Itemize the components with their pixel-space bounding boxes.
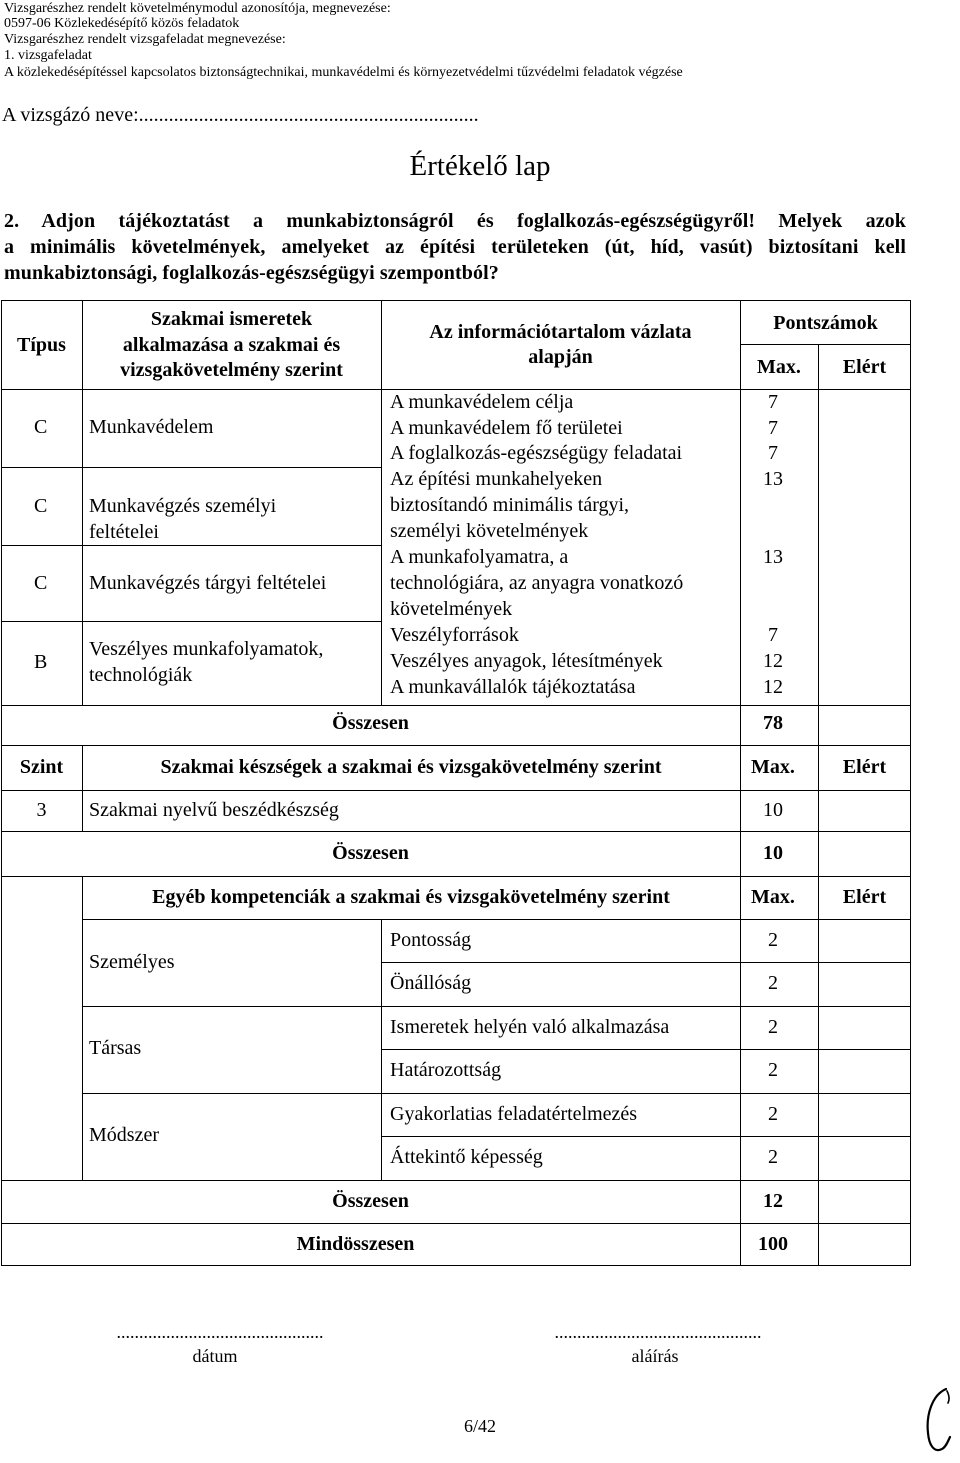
topic-cell: technológiák [89, 664, 193, 686]
divider [381, 1049, 911, 1050]
divider [740, 344, 911, 345]
info-line: A munkavédelem fő területei [390, 417, 623, 439]
divider [818, 876, 819, 1266]
header-task-name: A közlekedésépítéssel kapcsolatos biztonságtechnikai, munkavédelmi és környezetvédelmi tűzvédelmi feladatok végzése [4, 65, 683, 80]
max-points: 2 [768, 1016, 778, 1038]
divider [1, 1223, 911, 1224]
total-max: 10 [763, 842, 783, 864]
col-header-level: Szint [19, 756, 64, 778]
divider [1, 790, 911, 791]
page-title: Értékelő lap [409, 150, 551, 182]
page-number: 6/42 [463, 1416, 496, 1436]
max-points: 2 [768, 1103, 778, 1125]
divider [1, 621, 381, 622]
question-line: a minimális követelmények, amelyeket az építési területeken (út, híd, vasút) biztosítani kell [4, 236, 906, 258]
col-header-other: Egyéb kompetenciák a szakmai és vizsgakövetelmény szerint [152, 886, 670, 908]
divider [82, 1006, 911, 1007]
question-line: munkabiztonsági, foglalkozás-egészségügyi szempontból? [4, 262, 499, 284]
col-header-knowledge: vizsgakövetelmény szerint [120, 359, 343, 381]
col-header-points: Pontszámok [773, 312, 878, 334]
divider [381, 962, 911, 963]
total-label: Összesen [332, 712, 409, 734]
total-max: 78 [763, 712, 783, 734]
divider [1, 705, 911, 706]
topic-cell: Munkavégzés személyi [89, 495, 277, 517]
info-line: A munkavédelem célja [390, 391, 574, 413]
divider [381, 1136, 911, 1137]
topic-cell: feltételei [89, 521, 159, 543]
competence-item: Pontosság [390, 929, 472, 951]
info-line: személyi követelmények [390, 520, 589, 542]
divider [82, 919, 911, 920]
col-header-max: Max. [751, 886, 795, 908]
col-header-knowledge: alkalmazása a szakmai és [122, 334, 341, 356]
max-points: 7 [768, 624, 778, 646]
header-task-label: Vizsgarészhez rendelt vizsgafeladat megnevezése: [4, 32, 286, 47]
col-header-achieved: Elért [842, 756, 887, 778]
type-cell: B [34, 651, 48, 673]
task-question [4, 208, 906, 286]
header-module-name: 0597-06 Közlekedésépítő közös feladatok [4, 16, 240, 31]
divider [1, 467, 381, 468]
divider [82, 1093, 911, 1094]
header-module-label: Vizsgarészhez rendelt követelménymodul azonosítója, megnevezése: [4, 1, 391, 16]
skill-cell: Szakmai nyelvű beszédkészség [89, 799, 339, 821]
info-line: A foglalkozás-egészségügy feladatai [390, 442, 683, 464]
col-header-max: Max. [751, 756, 795, 778]
type-cell: C [34, 572, 48, 594]
date-label: dátum [192, 1346, 238, 1366]
signature-dots: .............................................. [554, 1322, 762, 1342]
info-line: technológiára, az anyagra vonatkozó [390, 572, 684, 594]
divider [1, 831, 911, 832]
total-max: 12 [763, 1190, 783, 1212]
type-cell: C [34, 416, 48, 438]
col-header-info: alapján [528, 346, 593, 368]
divider [818, 705, 819, 745]
divider [1, 745, 911, 746]
level-cell: 3 [36, 799, 47, 821]
grand-total-max: 100 [758, 1233, 788, 1255]
col-header-knowledge: Szakmai ismeretek [150, 308, 313, 330]
competence-item: Gyakorlatias feladatértelmezés [390, 1103, 638, 1125]
info-line: követelmények [390, 598, 513, 620]
total-label: Összesen [332, 1190, 409, 1212]
divider [818, 344, 819, 705]
candidate-name-field[interactable]: A vizsgázó neve:.................................................................... [2, 104, 479, 126]
grand-total-label: Mindösszesen [296, 1233, 415, 1255]
col-header-type: Típus [17, 334, 66, 356]
competence-item: Határozottság [390, 1059, 502, 1081]
divider [82, 876, 83, 1180]
info-line: A munkavállalók tájékoztatása [390, 676, 636, 698]
info-line: A munkafolyamatra, a [390, 546, 569, 568]
topic-cell: Munkavédelem [89, 416, 214, 438]
max-points: 7 [768, 417, 778, 439]
max-points: 13 [763, 468, 783, 490]
competence-item: Ismeretek helyén való alkalmazása [390, 1016, 670, 1038]
col-header-achieved: Elért [842, 886, 887, 908]
max-points: 2 [768, 1059, 778, 1081]
divider [1, 1180, 911, 1181]
topic-cell: Veszélyes munkafolyamatok, [89, 638, 324, 660]
max-points: 7 [768, 391, 778, 413]
question-line: 2. Adjon tájékoztatást a munkabiztonságról és foglalkozás-egészségügyről! Melyek azok [4, 210, 906, 232]
divider [1, 545, 381, 546]
col-header-info: Az információtartalom vázlata [429, 321, 692, 343]
total-label: Összesen [332, 842, 409, 864]
col-header-achieved: Elért [842, 356, 887, 378]
info-line: biztosítandó minimális tárgyi, [390, 494, 630, 516]
max-points: 2 [768, 1146, 778, 1168]
competence-item: Önállóság [390, 972, 472, 994]
max-points: 12 [763, 676, 783, 698]
competence-item: Áttekintő képesség [390, 1146, 543, 1168]
max-points: 13 [763, 546, 783, 568]
competence-category: Személyes [89, 951, 175, 973]
col-header-max: Max. [757, 356, 801, 378]
date-dots: .............................................. [116, 1322, 324, 1342]
info-line: Az építési munkahelyeken [390, 468, 603, 490]
type-cell: C [34, 495, 48, 517]
topic-cell: Munkavégzés tárgyi feltételei [89, 572, 327, 594]
max-points: 2 [768, 929, 778, 951]
max-points: 10 [763, 799, 783, 821]
info-line: Veszélyes anyagok, létesítmények [390, 650, 663, 672]
info-line: Veszélyforrások [390, 624, 519, 646]
col-header-skills: Szakmai készségek a szakmai és vizsgakövetelmény szerint [160, 756, 662, 778]
competence-category: Módszer [89, 1124, 159, 1146]
max-points: 12 [763, 650, 783, 672]
max-points: 2 [768, 972, 778, 994]
divider [1, 876, 911, 877]
signature-label: aláírás [631, 1346, 679, 1366]
header-task-number: 1. vizsgafeladat [4, 48, 92, 63]
competence-category: Társas [89, 1037, 142, 1059]
max-points: 7 [768, 442, 778, 464]
divider [381, 919, 382, 1180]
